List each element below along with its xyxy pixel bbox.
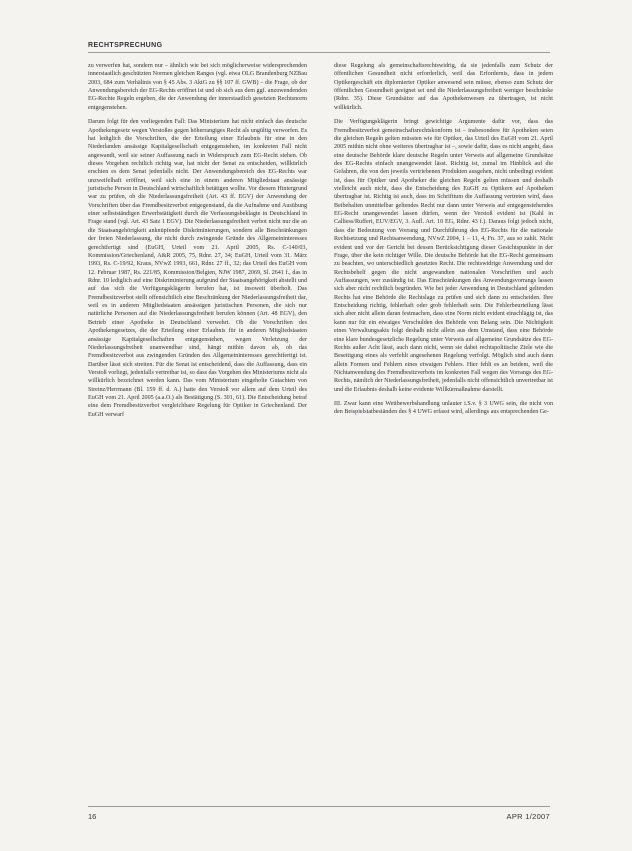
running-header: RECHTSPRECHUNG xyxy=(88,42,163,49)
journal-reference: APR 1/2007 xyxy=(506,812,550,821)
footer-rule xyxy=(88,806,550,807)
header-rule xyxy=(88,52,550,53)
paragraph: zu verwerfen hat, sondern nur – ähnlich wie bei sich möglicherweise widersprechenden innerstaatlich geschützten Normen gleichen Ranges (vgl. etwa OLG Brandenburg NZBau 2003, 684 zum Verhältnis von § 45 Abs. 3 AktG zu §§ 107 ff. GWB) – die Frage, ob der Anwendungsbereich der EG-Rechts eröffnet ist und ob sich aus dem ggf. anzuwendenden EG-Rechte Regeln ergeben, die der Anwendung der innerstaatlich gesetzten Rechtsnorm entgegenstehen. xyxy=(88,63,307,111)
left-column xyxy=(88,62,307,425)
page-number: 16 xyxy=(88,812,97,821)
right-column xyxy=(334,62,553,423)
paragraph: Darum folgt für den vorliegenden Fall: Das Ministerium hat nicht einfach das deutsche Apothekengesetz wegen Verstoßes gegen höherrangiges Recht als ungültig verworfen. Es hat lediglich die Vorschriften, die der Erteilung einer Erlaubnis für eine in den Niederlanden ansässige Kapitalgesellschaft entgegenstehen, im konkreten Fall nicht angewandt, weil sie seiner Auffassung nach in Widerspruch zum EG-Recht stehen. Ob dieses Vorgehen rechtlich richtig war, hat nicht der Senat zu entscheiden, willkürlich erschien es dem Senat jedenfalls nicht. Der Anwendungsbereich des EG-Rechts war unzweifelhaft eröffnet, weil sich eine in einem anderen Mitgliedstaat ansässige juristische Person in Deutschland wirtschaftlich betätigen wollte. Vor diesem Hintergrund war zu prüfen, ob die Niederlassungsfreiheit (Art. 43 ff. EGV) der Anwendung der Vorschriften über das Fremdbesitzverbot entgegenstand, da die Aufnahme und Ausübung einer selbstständigen Erwerbstätigkeit durch die Verfassungsbeklagte in Deutschland in Frage stand (vgl. Art. 43 Satz 1 EGV). Die Niederlassungsfreiheit verbot nicht nur die an die Staatsangehörigkeit anknüpfende Diskriminierungen, sondern alle Beschränkungen der freien Niederlassung, die nicht durch zwingende Gründe des Allgemeininteresses gerechtfertigt sind (EuGH, Urteil vom 21. April 2005, Rs. C-140/03, Kommission/Griechenland, A&R 2005, 75, Rdnr. 27, 34; EuGH, Urteil vom 31. März 1993, Rs. C-19/92, Kraus, NVwZ 1993, 661, Rdnr. 27 ff., 32; das Urteil des EuGH vom 12. Februar 1987, Rs. 221/85, Kommission/Belgien, NJW 1987, 2069, Sl. 2641 f., das in Rdnr. 10 lediglich auf eine Diskriminierung aufgrund der Staatsangehörigkeit abstellt und auf das sich die Verfügungsklägerin berufen hat, ist insoweit überholt. Das Fremdbesitzverbot stellt offensichtlich eine Beschränkung der Niederlassungsfreiheit dar, weil es in anderen Mitgliedstaaten ansässigen juristischen Personen, die sich nur natürliche Personen auf die Niederlassungsfreiheit berufen können (Art. 48 EGV), den Betrieb einer Apotheke in Deutschland verwehrt. Ob die Vorschriften des Apothekengesetzes, die der Erteilung einer Erlaubnis für in anderen Mitgliedstaaten ansässige Kapitalgesellschaften entgegenstehen, wegen Verletzung der Niederlassungsfreiheit unanwendbar sind, hängt mithin davon ab, ob das Fremdbesitzverbot aus zwingenden Gründen des Allgemeininteresses gerechtfertigt ist. Darüber lässt sich streiten. Für die Senat ist entscheidend, dass die Auffassung, dass ein Verstoß vorliegt, jedenfalls vertretbar ist, so dass das Vorgehen des Ministeriums nicht als willkürlich bezeichnet werden kann. Das vom Ministerium eingeholte Gutachten von Streinz/Herrmann (Bl. 159 ff. d. A.) hatte den Verstoß vor allem auf dem Urteil des EuGH vom 21. April 2005 (a.a.O.) als Bestätigung (S. 301, 61). Die Entscheidung betraf eine dem Fremdbesitzverbot vergleichbare Regelung für Optiker in Griechenland. Der EuGH verwarf xyxy=(88,119,307,418)
paragraph: Die Verfügungsklägerin bringt gewichtige Argumente dafür vor, dass das Fremdbesitzverbot gemeinschaftsrechtskonform ist – insbesondere für Apotheken seien die gleichen Regeln gelten müssten wie für Optiker, das Urteil des EuGH vom 21. April 2005 mithin nicht ohne weiteres übertragbar ist –, sowie dafür, dass es nicht angeht, dass eine deutsche Behörde klare deutsche Regeln unter Verweis auf allgemeine Grundsätze des EG-Rechts einfach unangewendet lässt. Richtig ist, zumal im Hinblick auf die Gefahren, die von den jeweils vertriebenen Produkten ausgehen, nicht unbedingt evident ist, dass für Optiker und Apotheker die gleichen Regeln gelten müssen und deshalb vielleicht auch nicht, dass die Entscheidung des EuGH zu Optikern auf Apotheken übertragbar ist. Richtig ist auch, dass im Schrifttum die Auffassung vertreten wird, dass Beibehalten unmittelbar geltendes Recht nur dann unter Verweis auf entgegenstehendes EG-Recht unangewendet lassen dürfen, wenn der Verstoß evident ist (Kahl in Calliess/Ruffert, EUV/EGV, 3. Aufl. Art. 10 EG, Rdnr. 43 f.). Daraus folgt jedoch nicht, dass die Bedeutung von Vorrang und Durchführung des EG-Rechts für die nationale Rechtsetzung und Rechtsanwendung, NVwZ 2004, 1 – 11, 4, Fn. 37, aus so zahlt. Nicht evident und vor der Gericht bei dessen Berücksichtigung dieser Gesichtspunkte in der Frage, über die kein richtiger Wille. Die deutsche Behörde hat die EG-Recht gemeinsam zu beachten, wo unterschiedlich gesetztes Recht. Die rechtswidrige Anwendung und der Rechtsbehelf gegen die nicht angewandten nationalen Vorschriften und auch Auffassungen, wer zuständig ist. Das Einschränkungen des Anwendungsvorrangs lassen sich aber nicht rechtlich begründen. Wie bei jeder Anwendung in Deutschland geltenden Rechts hat eine Behörde die Rechtslage zu prüfen und sich dann zu entscheiden. Ihre Entscheidung richtig, fehlerhaft oder grob fehlerhaft sein. Die Fehlerbeurteilung lässt sich aber nicht allein daran festmachen, dass eine Norm nicht evident einschlägig ist, das kann nur für ein etwaiges Verschulden des Behörde von Belang sein. Die Nichtigkeit eines Verwaltungsakts folgt deshalb nicht allein aus dem Umstand, dass eine Behörde eine klare bundesgesetzliche Regelung unter Verweis auf allgemeine Grundsätze des EG-Rechts außer Acht lässt, auch dann nicht, wenn sie dabei rechtspolitische Ziele wie die Beseitigung eines als verfehlt angesehenen Regelung verfolgt. Möglich sind auch dann allein Formen und Fehlern eines etwaigen Fehlers. Hier fehlt es an beidem, weil die Nichtanwendung des Fremdbesitzverbots im konkreten Fall wegen des Vorrangs des EG-Rechts, nämlich der Niederlassungsfreiheit, jedenfalls nicht offensichtlich unvertretbar ist und die Erlaubnis deshalb keine evidente Willkürmaßnahme darstellt. xyxy=(334,119,553,393)
paragraph: diese Regelung als gemeinschaftsrechtswidrig, da sie jedenfalls zum Schutz der öffentlichen Gesundheit nicht erforderlich, weil das Erfordernis, dass in jedem Optikergeschäft ein diplomierter Optiker anwesend sein müsse, ebenso zum Schutz der öffentlichen Gesundheit geeignet sei und die Niederlassungsfreiheit weniger beschränke (Rdnr. 35). Diese Grundsätze auf das Apothekenwesen zu übertragen, ist nicht willkürlich. xyxy=(334,63,553,111)
paragraph: III. Zwar kann eine Wettbewerbshandlung unlauter i.S.v. § 3 UWG sein, die nicht von den Beispielstatbeständen des § 4 UWG erfasst wird, allerdings aus entsprechenden Ge- xyxy=(334,401,553,416)
